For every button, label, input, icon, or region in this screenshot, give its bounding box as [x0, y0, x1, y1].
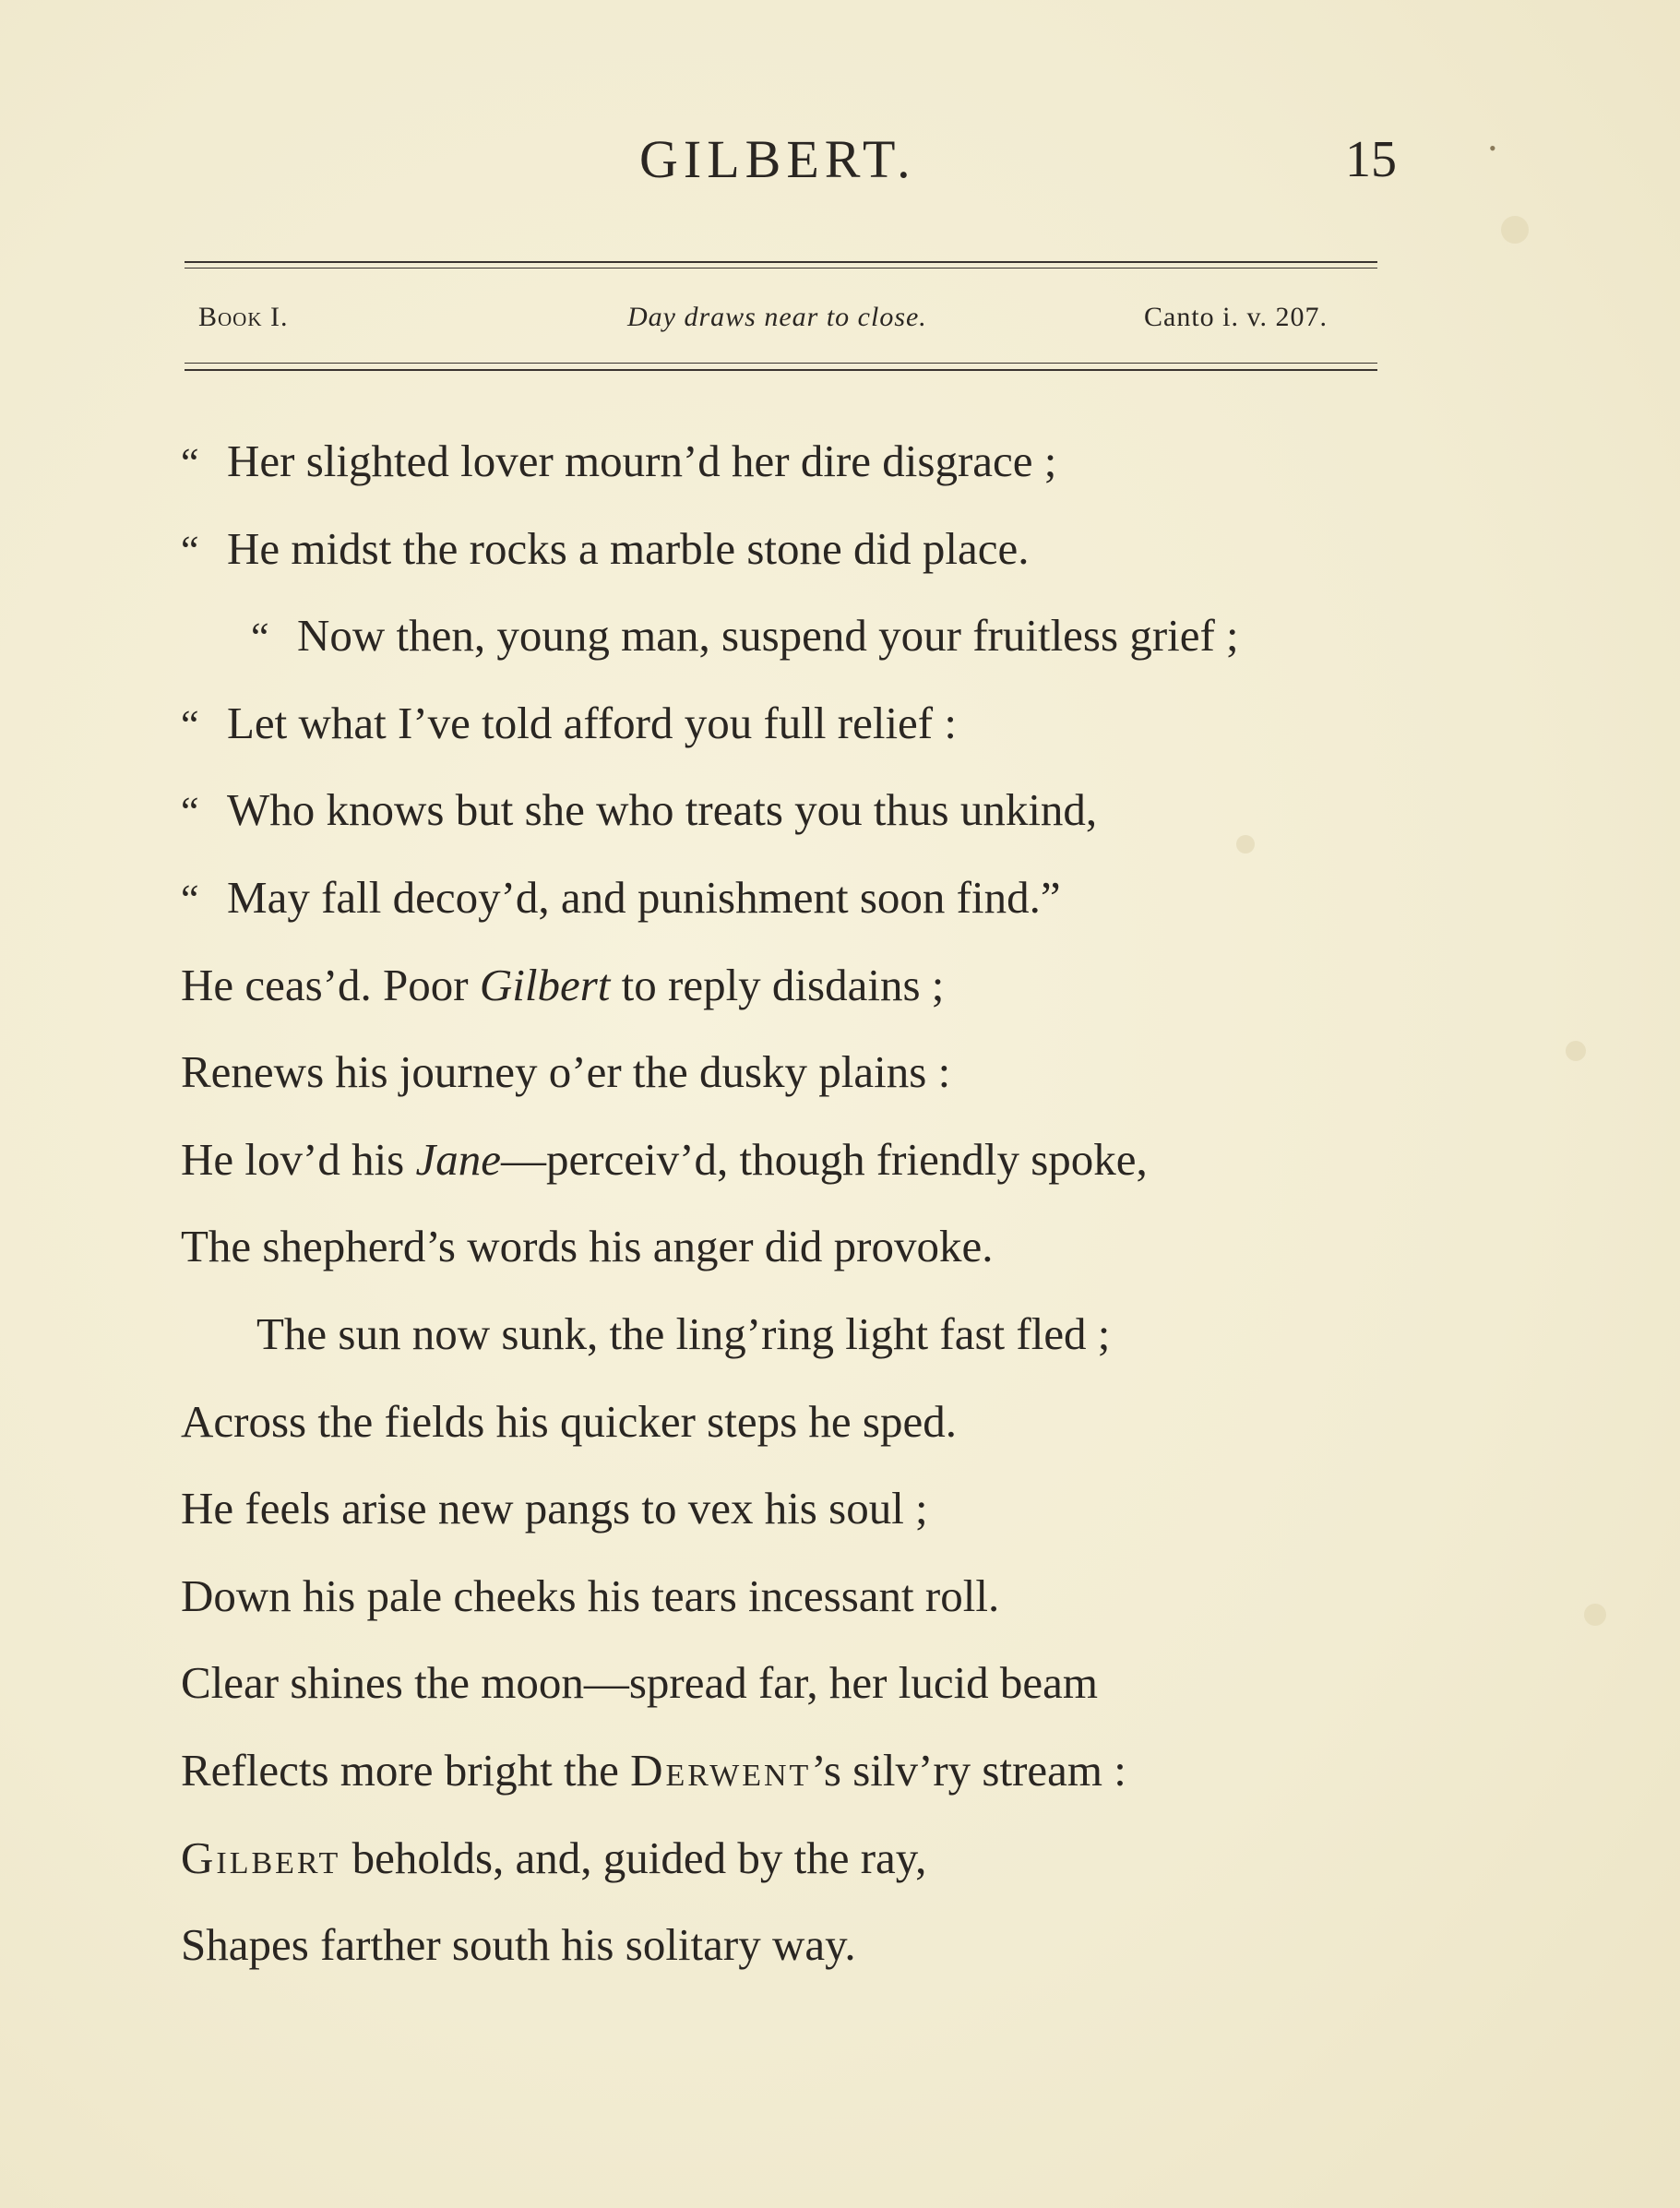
verse-line [181, 434, 1056, 491]
running-title: GILBERT. [639, 129, 916, 189]
verse-line [181, 1132, 1148, 1188]
verse-text: —perceiv’d, though friendly spoke, [501, 1134, 1148, 1185]
verse-line [181, 1831, 926, 1886]
opening-quote-mark: “ [251, 615, 269, 660]
verse-line [181, 1743, 1126, 1798]
verse-text: ’s silv’ry stream : [811, 1745, 1126, 1796]
bottom-rule-inner [185, 363, 1377, 364]
verse-line [181, 1219, 993, 1274]
italic-name: Jane [415, 1134, 501, 1185]
running-head [0, 127, 1680, 192]
opening-quote-mark: “ [181, 789, 199, 834]
verse-line [181, 696, 957, 753]
verse-text: Across the fields his quicker steps he sped. [181, 1396, 957, 1447]
verse-line [181, 1044, 950, 1100]
opening-quote-mark: “ [181, 877, 199, 922]
verse-line [181, 782, 1097, 840]
section-subheading [185, 297, 1377, 338]
paper-stain [1584, 1604, 1606, 1626]
verse-line [181, 1394, 957, 1450]
paper-stain [1236, 835, 1255, 853]
verse-text: Who knows but she who treats you thus unkind, [227, 784, 1098, 835]
verse-line [181, 521, 1030, 579]
verse-text: Down his pale cheeks his tears incessant roll. [181, 1570, 1000, 1621]
opening-quote-mark: “ [181, 702, 199, 747]
verse-line [181, 958, 944, 1013]
smallcaps-name: Gilbert [181, 1832, 341, 1883]
paper-stain [1501, 216, 1529, 244]
verse-text: Clear shines the moon—spread far, her lucid beam [181, 1657, 1099, 1708]
verse-text: He feels arise new pangs to vex his soul ; [181, 1483, 928, 1534]
verse-text: beholds, and, guided by the ray, [340, 1832, 927, 1883]
paper-stain [1566, 1041, 1586, 1061]
topic-label: Day draws near to close. [627, 302, 927, 332]
opening-quote-mark: “ [181, 528, 199, 573]
smallcaps-name: Derwent [630, 1745, 812, 1796]
canto-label: Canto i. v. 207. [1144, 302, 1329, 332]
ink-mark: • [1489, 137, 1496, 160]
verse-text: He lov’d his [181, 1134, 416, 1185]
verse-text: Let what I’ve told afford you full relief : [227, 698, 957, 748]
top-rule-inner [185, 268, 1377, 269]
opening-quote-mark: “ [181, 440, 199, 485]
verse-line [256, 1307, 1110, 1362]
verse-line [181, 1655, 1098, 1711]
italic-name: Gilbert [479, 960, 611, 1010]
verse-line [181, 1569, 999, 1624]
verse-text: Renews his journey o’er the dusky plains : [181, 1046, 951, 1097]
verse-text: Her slighted lover mourn’d her dire disgrace ; [227, 436, 1057, 486]
bottom-rule [185, 369, 1377, 371]
verse-text: The sun now sunk, the ling’ring light fast fled ; [256, 1308, 1111, 1359]
verse-text: He midst the rocks a marble stone did place. [227, 523, 1030, 574]
verse-text: to reply disdains ; [610, 960, 945, 1010]
book-label: Book I. [198, 302, 289, 332]
verse-text: May fall decoy’d, and punishment soon find.” [227, 872, 1061, 923]
verse-line [181, 870, 1061, 927]
top-rule [185, 261, 1377, 263]
page-number: 15 [1345, 131, 1397, 188]
verse-line [181, 1917, 856, 1973]
verse-text: The shepherd’s words his anger did provoke. [181, 1221, 994, 1271]
verse-text: He ceas’d. Poor [181, 960, 480, 1010]
verse-text: Reflects more bright the [181, 1745, 631, 1796]
verse-text: Now then, young man, suspend your fruitless grief ; [297, 610, 1239, 661]
verse-line [251, 608, 1239, 665]
verse-text: Shapes farther south his solitary way. [181, 1919, 856, 1970]
verse-line [181, 1481, 928, 1536]
